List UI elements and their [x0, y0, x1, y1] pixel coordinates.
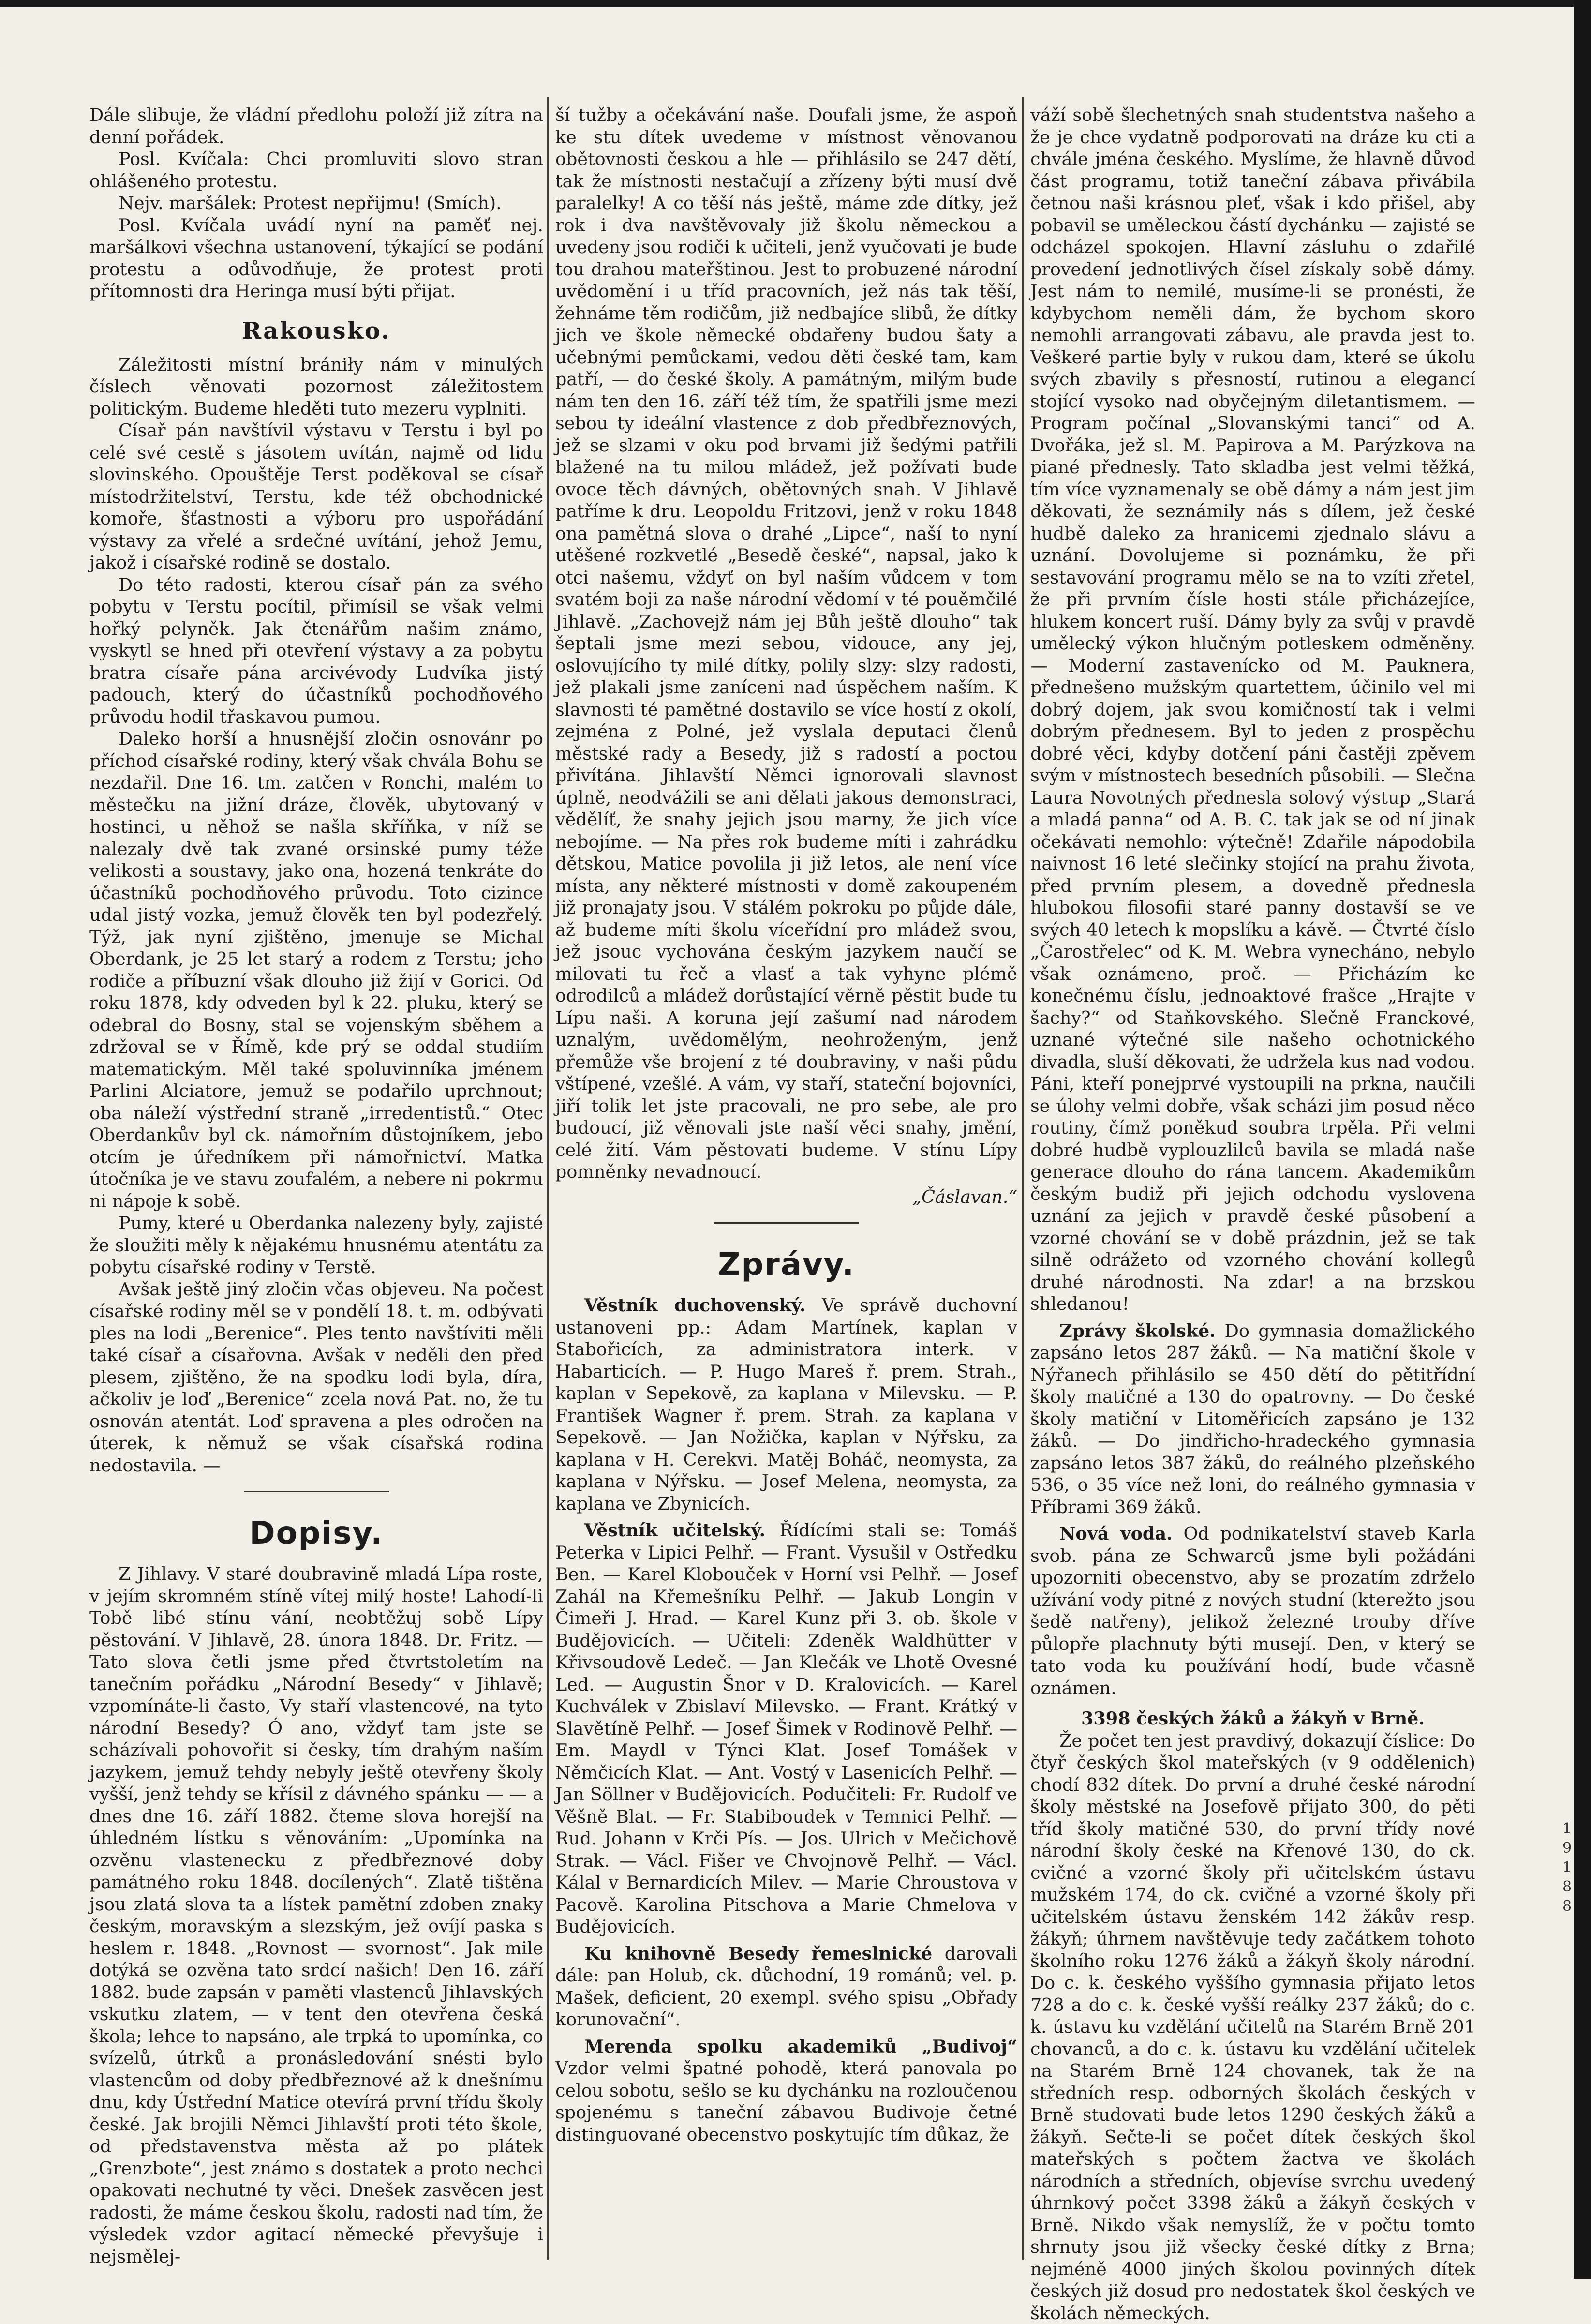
news-item-lead: Zprávy školské.: [1059, 1320, 1216, 1341]
article-paragraph: Nejv. maršálek: Protest nepřijmu! (Smích).: [89, 192, 543, 214]
section-divider: [714, 1222, 859, 1224]
page-edge-top: [0, 0, 1591, 7]
article-paragraph: Daleko horší a hnusnější zločin osnovánr po příchod císařské rodiny, který však chvála Bohu se nezdařil. Dne 16. tm. zatčen v Ronchi, malém to městečku na jižní dráze, člověk, ubytovaný v hostinci, u něhož se našla skříňka, v níž se nalezaly dvě tak zvané orsinské pumy téže velikosti a soustavy, jako ona, hozená tenkráte do účastníků pochodňového průvodu. Toto cizince udal jistý vozka, jemuž člověk ten byl podezřelý. Týž, jak nyní zjištěno, jmenuje se Michal Oberdank, je 25 let starý a rodem z Terstu; jeho rodiče a příbuzní však dlouho již žijí v Gorici. Od roku 1878, kdy odveden byl k 22. pluku, který se odebral do Bosny, stal se vojenským sběhem a zdržoval se v Římě, kde prý se oddal studiím matematickým. Měl také spoluvinníka jménem Parlini Alciatore, jemuž se podařilo uprchnout; oba náleží výstřední straně „irredentistů.“ Otec Oberdankův byl ck. námořním důstojníkem, jebo otcím je úředníkem při námořnictví. Matka útočníka je ve stavu zoufalém, a nebere ni pokrmu ni nápoje k sobě.: [89, 728, 543, 1212]
news-item-text: Vzdor velmi špatné pohodě, která panovala po celou sobotu, sešlo se ku dychánku na rozloučenou spojenému s taneční zábavou Budivoje četné distinguované obecenstvo poskytujíc tím důkaz, že: [555, 2058, 1017, 2145]
section-heading-zpravy: Zprávy.: [555, 1246, 1017, 1284]
news-item-text: darovali dále: pan Holub, ck. důchodní, 19 románů; vel. p. Mašek, deficient, 20 exempl. svého spisu „Obřady korunovační“.: [555, 1943, 1017, 2030]
news-item-lead: Ku knihovně Besedy řemeslnické: [584, 1943, 932, 1964]
news-item: [555, 1943, 1017, 2031]
column-left: [89, 104, 543, 2252]
article-paragraph: Z Jihlavy. V staré doubravině mladá Lípa roste, v jejím skromném stíně vítej milý hoste! Lahodí-li Tobě libé stínu vání, neobtěžuj sobě Lípy pěstování. V Jihlavě, 28. února 1848. Dr. Fritz. — Tato slova četli jsme před čtvrtstoletím na tanečním pořádku „Národní Besedy“ v Jihlavě; vzpomínáte-li často, Vy staří vlastencové, na tyto národní Besedy? Ó ano, vždyť tam jste se scházívali pohovořit si česky, tím drahým naším jazykem, jemuž tehdy nebyly ještě otevřeny školy vyšší, jenž tehdy se křísil z dávného spánku — — a dnes dne 16. září 1882. čteme slova horejší na úhledném lístku s věnováním: „Upomínka na ozvěnu vlastenecku z předbřeznové doby památného roku 1848. docílených“. Zlatě tištěna jsou zlatá slova ta a lístek pamětní zdoben znaky českým, moravským a slezským, jež ovíjí paska s heslem r. 1848. „Rovnost — svornost“. Jak mile dotýká se ozvěna tato srdcí našich! Den 16. září 1882. bude zapsán v paměti vlastenců Jihlavských vskutku zlatem, — v tent den otevřena česká škola; lehce to napsáno, ale trpká to upomínka, co svízelů, útrků a pronásledování snésti bylo vlastencům od doby předbřeznové až k dnešnímu dnu, kdy Ústřední Matice otevírá první třídu školy české. Jak brojili Němci Jihlavští proti této škole, od představenstva města až po plátek „Grenzbote“, jest známo s dostatek a proto nechci opakovati nechutné ty věci. Dnešek zasvěcen jest radosti, že máme českou školu, radosti nad tím, že výsledek vzdor agitací německé převyšuje i nejsmělej-: [89, 1563, 543, 2267]
section-heading-dopisy: Dopisy.: [89, 1514, 543, 1552]
section-divider: [244, 1491, 389, 1492]
article-paragraph: Posl. Kvíčala uvádí nyní na paměť nej. maršálkovi všechna ustanovení, týkající se podání protestu a odůvodňuje, že protest proti přítomnosti dra Heringa musí býti přijat.: [89, 214, 543, 302]
margin-edge-marks: 1 9 1 8 8: [1562, 1819, 1572, 1916]
column-right: [1030, 104, 1475, 2252]
article-signature: „Čáslavan.“: [555, 1186, 1017, 1208]
article-paragraph: Pumy, které u Oberdanka nalezeny byly, zajisté že sloužiti měly k nějakému hnusnému atentátu za pobytu císařské rodiny v Terstě.: [89, 1212, 543, 1278]
article-paragraph: Do této radosti, kterou císař pán za svého pobytu v Terstu pocítil, přimísil se však velmi hořký pelyněk. Jak čtenářům našim známo, vyskytl se hned při otevření výstavy a za pobytu bratra císaře pána arcivévody Ludvíka jistý padouch, který do účastníků pochodňového průvodu hodil třaskavou pumou.: [89, 574, 543, 728]
news-heading-zaci: 3398 českých žáků a žákyň v Brně.: [1030, 1708, 1475, 1730]
article-paragraph: Záležitosti místní brániły nám v minulých číslech věnovati pozornost záležitostem politickým. Budeme hleděti tuto mezeru vyplniti.: [89, 354, 543, 420]
article-paragraph: ší tužby a očekávání naše. Doufali jsme, že aspoň ke stu dítek uvedeme v místnost věnovanou obětovnosti českou a hle — přihlásilo se 247 dětí, tak že místnosti nestačují a zřízeny býti musí dvě paralelky! A co těší nás ještě, máme zde dítky, jež rok i dva navštěvovaly již školu německou a uvedeny jsou rodiči k učiteli, jenž vyučovati je bude tou drahou mateřštinou. Jest to probuzené národní uvědomění i u tříd pracovních, jež nás tak těší, žehnáme těm rodičům, již nedbajíce slibů, že dítky jich ve škole německé obdařeny budou šaty a učebnými pemůckami, vedou děti české tam, kam patří, — do české školy. A památným, milým bude nám ten den 16. září též tím, že spatřili jsme mezi sebou ty ideální vlastence z dob předbřeznových, jež se slzami v oku pod brvami již šedými patřili blažené na tu milou mládež, jež požívati bude ovoce těch dávných, obětovných snah. V Jihlavě patříme k dru. Leopoldu Fritzovi, jenž v roku 1848 ona pamětná slova o drahé „Lipce“, naší to nyní utěšené rozkvetlé „Besedě české“, napsal, jako k otci našemu, vždyť on byl naším vůdcem v tom svatém boji za naše národní vědomí v té pouěmčilé Jihlavě. „Zachovejž nám jej Bůh ještě dlouho“ tak šeptali jsme mezi sebou, vidouce, any jej, oslovujícího ty milé dítky, polily slzy: slzy radosti, jež plakali jsme zaníceni nad úspěchem naším. K slavnosti té pamětné dostavilo se více hostí z okolí, zejména z Polné, jež vyslala deputaci členů městské rady a Besedy, již s radostí a poctou přivítána. Jihlavští Němci ignorovali slavnost úplně, neodvážili se ani dělati jakous demonstraci, vědělíť, že snahy jejich jsou marny, že jich více nebojíme. — Na přes rok budeme míti i zahrádku dětskou, Matice povolila ji již letos, ale není více místa, any některé místnosti v domě zakoupeném již pronajaty jsou. V stálém pokroku po půjde dále, až budeme míti školu víceřídní pro mládež svou, jež jsouc vychována českým jazykem naučí se milovati tu řeč a vlasť a tak vyhyne plémě odrodilců a mládež dorůstající věrně pěstit bude tu Lípu naši. A koruna její zašumí nad národem uznalým, uvědomělým, neohroženým, jenž přemůže vše brojení z té doubraviny, v naši půdu vštípené, vzešlé. A vám, vy staří, stateční bojovníci, jiří tolik let jste pracovali, ne pro sebe, ale pro budoucí, již věnovali jste naší věci snahy, jmění, celé žití. Vám pěstovati budeme. V stínu Lípy pomněnky nevadnoucí.: [555, 104, 1017, 1183]
news-item: [555, 2036, 1017, 2146]
news-item-lead: Nová voda.: [1059, 1523, 1173, 1544]
news-item: [1030, 1523, 1475, 1699]
news-item-text: Řídícími stali se: Tomáš Peterka v Lipici Pelhř. — Frant. Vysušil v Ostředku Ben. — Karel Klobouček v Horní vsi Pelhř. — Josef Zahál na Křemešníku Pelhř. — Jakub Longin v Čimeři J. Hrad. — Karel Kunz při 3. ob. škole v Budějovicích. — Učiteli: Zdeněk Waldhütter v Křivsoudově Ledeč. — Jan Klečák ve Lhotě Ovesné Led. — Augustin Šnor v D. Kralovicích. — Karel Kuchválek v Zbislaví Milevsko. — Frant. Krátký v Slavětíně Pelhř. — Josef Šimek v Rodinově Pelhř. — Em. Maydl v Týnci Klat. Josef Tomášek v Němčicích Klat. — Ant. Vostý v Lasenicích Pelhř. — Jan Söllner v Budějovicích. Podučiteli: Fr. Rudolf ve Věšně Blat. — Fr. Stabiboudek v Temnici Pelhř. — Rud. Johann v Krči Pís. — Jos. Ulrich v Mečichově Strak. — Václ. Fišer ve Chvojnově Pelhř. — Václ. Kálal v Bernardicích Milev. — Marie Chroustova v Pacově. Karolina Pitschova a Marie Chmelova v Budějovicích.: [555, 1520, 1017, 1937]
news-item-lead: Věstník duchovenský.: [584, 1295, 806, 1316]
news-item-text: Od podnikatelství staveb Karla svob. pána ze Schwarců jsme byli požádáni upozorniti obecenstvo, aby se prozatím zdrželo užívání vody pitné z nových studní (kterežto jsou šedě natřeny), jelikož železné trouby dříve půlopře plachnuty býti musejí. Den, v který se tato voda ku používání hodí, bude včasně oznámen.: [1030, 1523, 1475, 1698]
news-item-lead: Merenda spolku akademiků „Budivoj“: [584, 2036, 1017, 2057]
page-edge-right: [1574, 0, 1591, 2279]
article-paragraph: Posl. Kvíčala: Chci promluviti slovo stran ohlášeného protestu.: [89, 148, 543, 192]
article-paragraph: Císař pán navštívil výstavu v Terstu i byl po celé své cestě s jásotem uvítán, najmě od lidu slovinského. Opouštěje Terst poděkoval se císař místodržitelství, Terstu, kde též obchodnické komoře, šťastnosti a výboru pro uspořádání výstavy za vřelé a srdečné uvítání, jehož Jemu, jakož i císařské rodině se dostalo.: [89, 420, 543, 574]
article-paragraph: váží sobě šlechetných snah studentstva našeho a že je chce vydatně podporovati na dráze ku cti a chvále jména českého. Myslíme, že hlavně důvod část programu, totiž taneční zábava přivábila četnou naši krásnou pleť, však i kdo přišel, aby pobavil se uměleckou částí dychánku — zajisté se odcházel spokojen. Hlavní zásluhu o zdařilé provedení jednotlivých čísel získaly sobě dámy. Jest nám to nemilé, musíme-li se pronésti, že kdybychom neměli dám, že bychom skoro nemohli arrangovati zábavu, ale pravda jest to. Veškeré partie byly v rukou dam, které se úkolu svých zbavily s přesností, rutinou a elegancí stojící vysoko nad obyčejným diletantismem. — Program počínal „Slovanskými tanci“ od A. Dvořáka, jež sl. M. Papirova a M. Parýzkova na piané přednesly. Tato skladba jest velmi těžká, tím více vyznamenaly se obě dámy a nám jest jim děkovati, že seznámily nás s dílem, jež české hudbě daleko za hranicemi zjednalo slávu a uznání. Dovolujeme si poznámku, že při sestavování programu mělo se na to vzíti zřetel, že při prvním čísle hosti stále přicházejíce, hlukem koncert ruší. Dámy byly za svůj v pravdě umělecký výkon hlučným potleskem odměněny. — Moderní zastavenícko od M. Pauknera, přednešeno mužským quartettem, účinilo vel mi dobrý dojem, jak svou komičností tak i velmi dobrým přednesem. Byl to jeden z prospěchu dobré věci, kdyby dotčení páni častěji zpěvem svým v místnostech besedních působili. — Slečna Laura Novotných přednesla solový výstup „Stará a mladá panna“ od A. B. C. tak jak se od ní jinak očekávati nemohlo: výtečně! Zdařile nápodobila naivnost 16 leté slečinky stojící na prahu života, před prvním plesem, a dovedně přednesla hlubokou filosofii staré panny dostavší se ve svých 40 letech k mopslíku a kávě. — Čtvrté číslo „Čarostřelec“ od K. M. Webra vynecháno, nebylo však oznámeno, proč. — Přicházím ke konečnému číslu, jednoaktové frašce „Hrajte v šachy?“ od Staňkovského. Slečně Franckové, uznané výtečné sile našeho ochotnického divadla, sluší děkovati, že udržela kus nad vodou. Páni, kteří ponejprvé vystoupili na prkna, naučili se úlohy velmi dobře, však scházi jim posud něco routiny, čímž poněkud soubra trpěla. Při velmi dobré hudbě vyplouzlilců bavila se mladá naše generace dlouho do rána tancem. Akademikům českým budiž při jejich odchodu vyslovena uznání za jejich v pravdě české působení a vzorné chování se v době prázdnin, jež se tak silně odrážeto od vzorného chování kollegů druhé národnosti. Na zdar! a na brzskou shledanou!: [1030, 104, 1475, 1315]
news-item: [555, 1519, 1017, 1938]
column-middle: [555, 104, 1017, 2252]
news-item-text: Ve správě duchovní ustanoveni pp.: Adam Martínek, kaplan v Stabořicích, za administratora interk. v Habarticích. — P. Hugo Mareš ř. prem. Strah., kaplan v Sepekově, za kaplana v Milevsku. — P. František Wagner ř. prem. Strah. za kaplana v Sepekově. — Jan Nožička, kaplan v Nýřsku, za kaplana v H. Cerekvi. Matěj Boháč, neomysta, za kaplana v Nýřsku. — Josef Melena, neomysta, za kaplana ve Zbynicích.: [555, 1295, 1017, 1514]
news-item: [555, 1294, 1017, 1514]
news-item-lead: Věstník učitelský.: [584, 1520, 765, 1541]
news-item-text: Do gymnasia domažlického zapsáno letos 287 žáků. — Na matiční škole v Nýřanech přihlásilo se 450 dětí do pětitřídní školy matičné a 130 do opatrovny. — Do české školy matiční v Litoměřicích zapsáno je 132 žáků. — Do jindřicho-hradeckého gymnasia zapsáno letos 387 žáků, do reálného plzeňského 536, o 35 více než loni, do reálného gymnasia v Příbrami 369 žáků.: [1030, 1320, 1475, 1517]
news-item: [1030, 1320, 1475, 1518]
article-paragraph: Dále slibuje, že vládní předlohu položí již zítra na denní pořádek.: [89, 104, 543, 148]
column-rule-left: [547, 97, 549, 2260]
article-paragraph: Avšak ještě jiný zločin včas objeveu. Na počest císařské rodiny měl se v pondělí 18. t. m. odbývati ples na lodi „Berenice“. Ples tento navštíviti měli také císař a císařovna. Avšak v neděli den před plesem, zjištěno, že na spodku lodi byla, díra, ačkoliv je loď „Berenice“ zcela nová Pat. no, že tu osnován atentát. Loď spravena a ples odročen na úterek, k němuž se však císařská rodina nedostavila. —: [89, 1278, 543, 1477]
section-heading-rakousko: Rakousko.: [89, 317, 543, 345]
column-rule-right: [1022, 97, 1024, 2260]
news-item-text: Že počet ten jest pravdivý, dokazují číslice: Do čtyř českých škol mateřských (v 9 oddělenich) chodí 832 dítek. Do první a druhé české národní školy městské na Josefově přijato 300, do pěti tříd školy matičné 530, do první třídy nové národní školy české na Křenové 130, do ck. cvičné a vzorné školy při učitelském ústavu mužském 174, do ck. cvičné a vzorné školy při učitelském ústavu ženském 142 žákův resp. žákyň; úhrnem navštěvuje tedy začátkem tohoto školního roku 1276 žáků a žákyň školy národní. Do c. k. českého vyššího gymnasia přijato letos 728 a do c. k. české vyšší reálky 237 žáků; do c. k. ústavu ku vzdělání učitelů na Starém Brně 201 chovanců, a do c. k. ústavu ku vzdělání učitelek na Starém Brně 124 chovanek, tak že na středních resp. odborných školách českých v Brně studovati bude letos 1290 českých žáků a žákyň. Sečte-li se počet dítek českých škol mateřských s počtem žactva ve školách národních a středních, objevíse svrchu uvedený úhrnkový počet 3398 žáků a žákyň českých v Brně. Nikdo však nemyslíž, že v počtu tomto shrnuty jsou již všecky české dítky z Brna; nejméně 4000 jiných školou povinných dítek českých již dosud pro nedostatek škol českých ve školách německých.: [1030, 1730, 1475, 2324]
